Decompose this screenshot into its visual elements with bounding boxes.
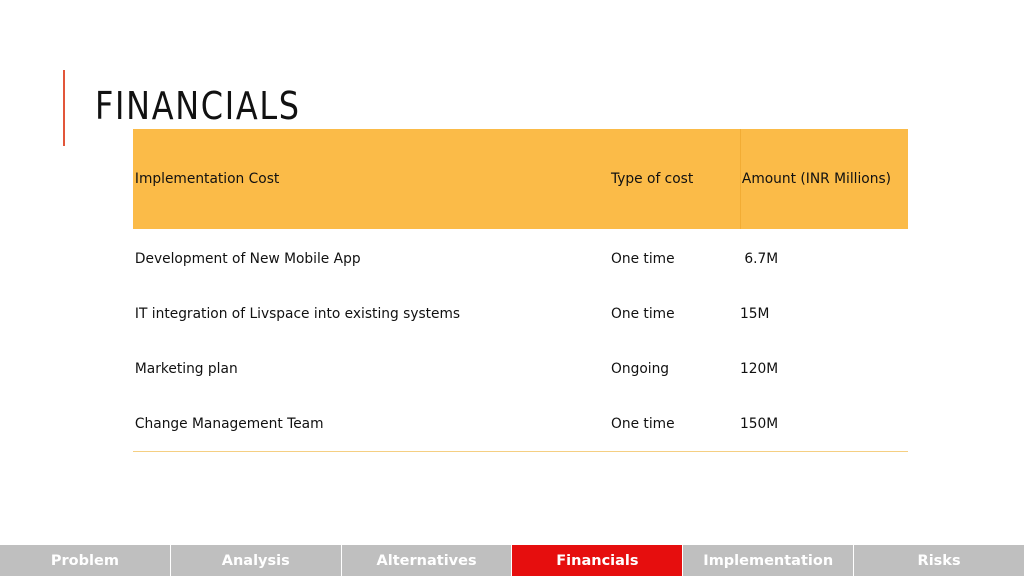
table-row — [133, 396, 908, 451]
cell-item: IT integration of Livspace into existing systems — [134, 305, 461, 322]
nav-financials[interactable]: Financials — [512, 545, 683, 576]
header-amount-label: Amount (INR Millions) — [741, 171, 892, 187]
cell-type: One time — [611, 305, 675, 322]
table-body — [133, 229, 908, 451]
nav-analysis[interactable]: Analysis — [171, 545, 342, 576]
cell-amount: 150M — [740, 415, 779, 432]
cell-item: Development of New Mobile App — [134, 250, 361, 267]
header-amount — [740, 129, 900, 229]
header-implementation-cost: Implementation Cost — [134, 171, 280, 187]
cell-amount: 6.7M — [740, 250, 779, 267]
nav-problem[interactable]: Problem — [0, 545, 171, 576]
cell-item: Change Management Team — [134, 415, 324, 432]
cell-item: Marketing plan — [134, 360, 238, 377]
table-bottom-border — [133, 450, 908, 452]
title-accent-line — [63, 70, 65, 146]
header-type-of-cost: Type of cost — [611, 171, 694, 187]
cost-table — [133, 129, 908, 452]
table-row — [133, 286, 908, 341]
cell-type: One time — [611, 250, 675, 267]
slide-title: FINANCIALS — [95, 84, 301, 128]
cell-type: Ongoing — [611, 360, 670, 377]
nav-alternatives[interactable]: Alternatives — [342, 545, 513, 576]
section-nav-bar — [0, 545, 1024, 576]
cell-type: One time — [611, 415, 675, 432]
table-header-row — [133, 129, 908, 229]
cell-amount: 120M — [740, 360, 779, 377]
table-row — [133, 231, 908, 286]
nav-risks[interactable]: Risks — [854, 545, 1024, 576]
cell-amount: 15M — [740, 305, 770, 322]
nav-implementation[interactable]: Implementation — [683, 545, 854, 576]
table-row — [133, 341, 908, 396]
